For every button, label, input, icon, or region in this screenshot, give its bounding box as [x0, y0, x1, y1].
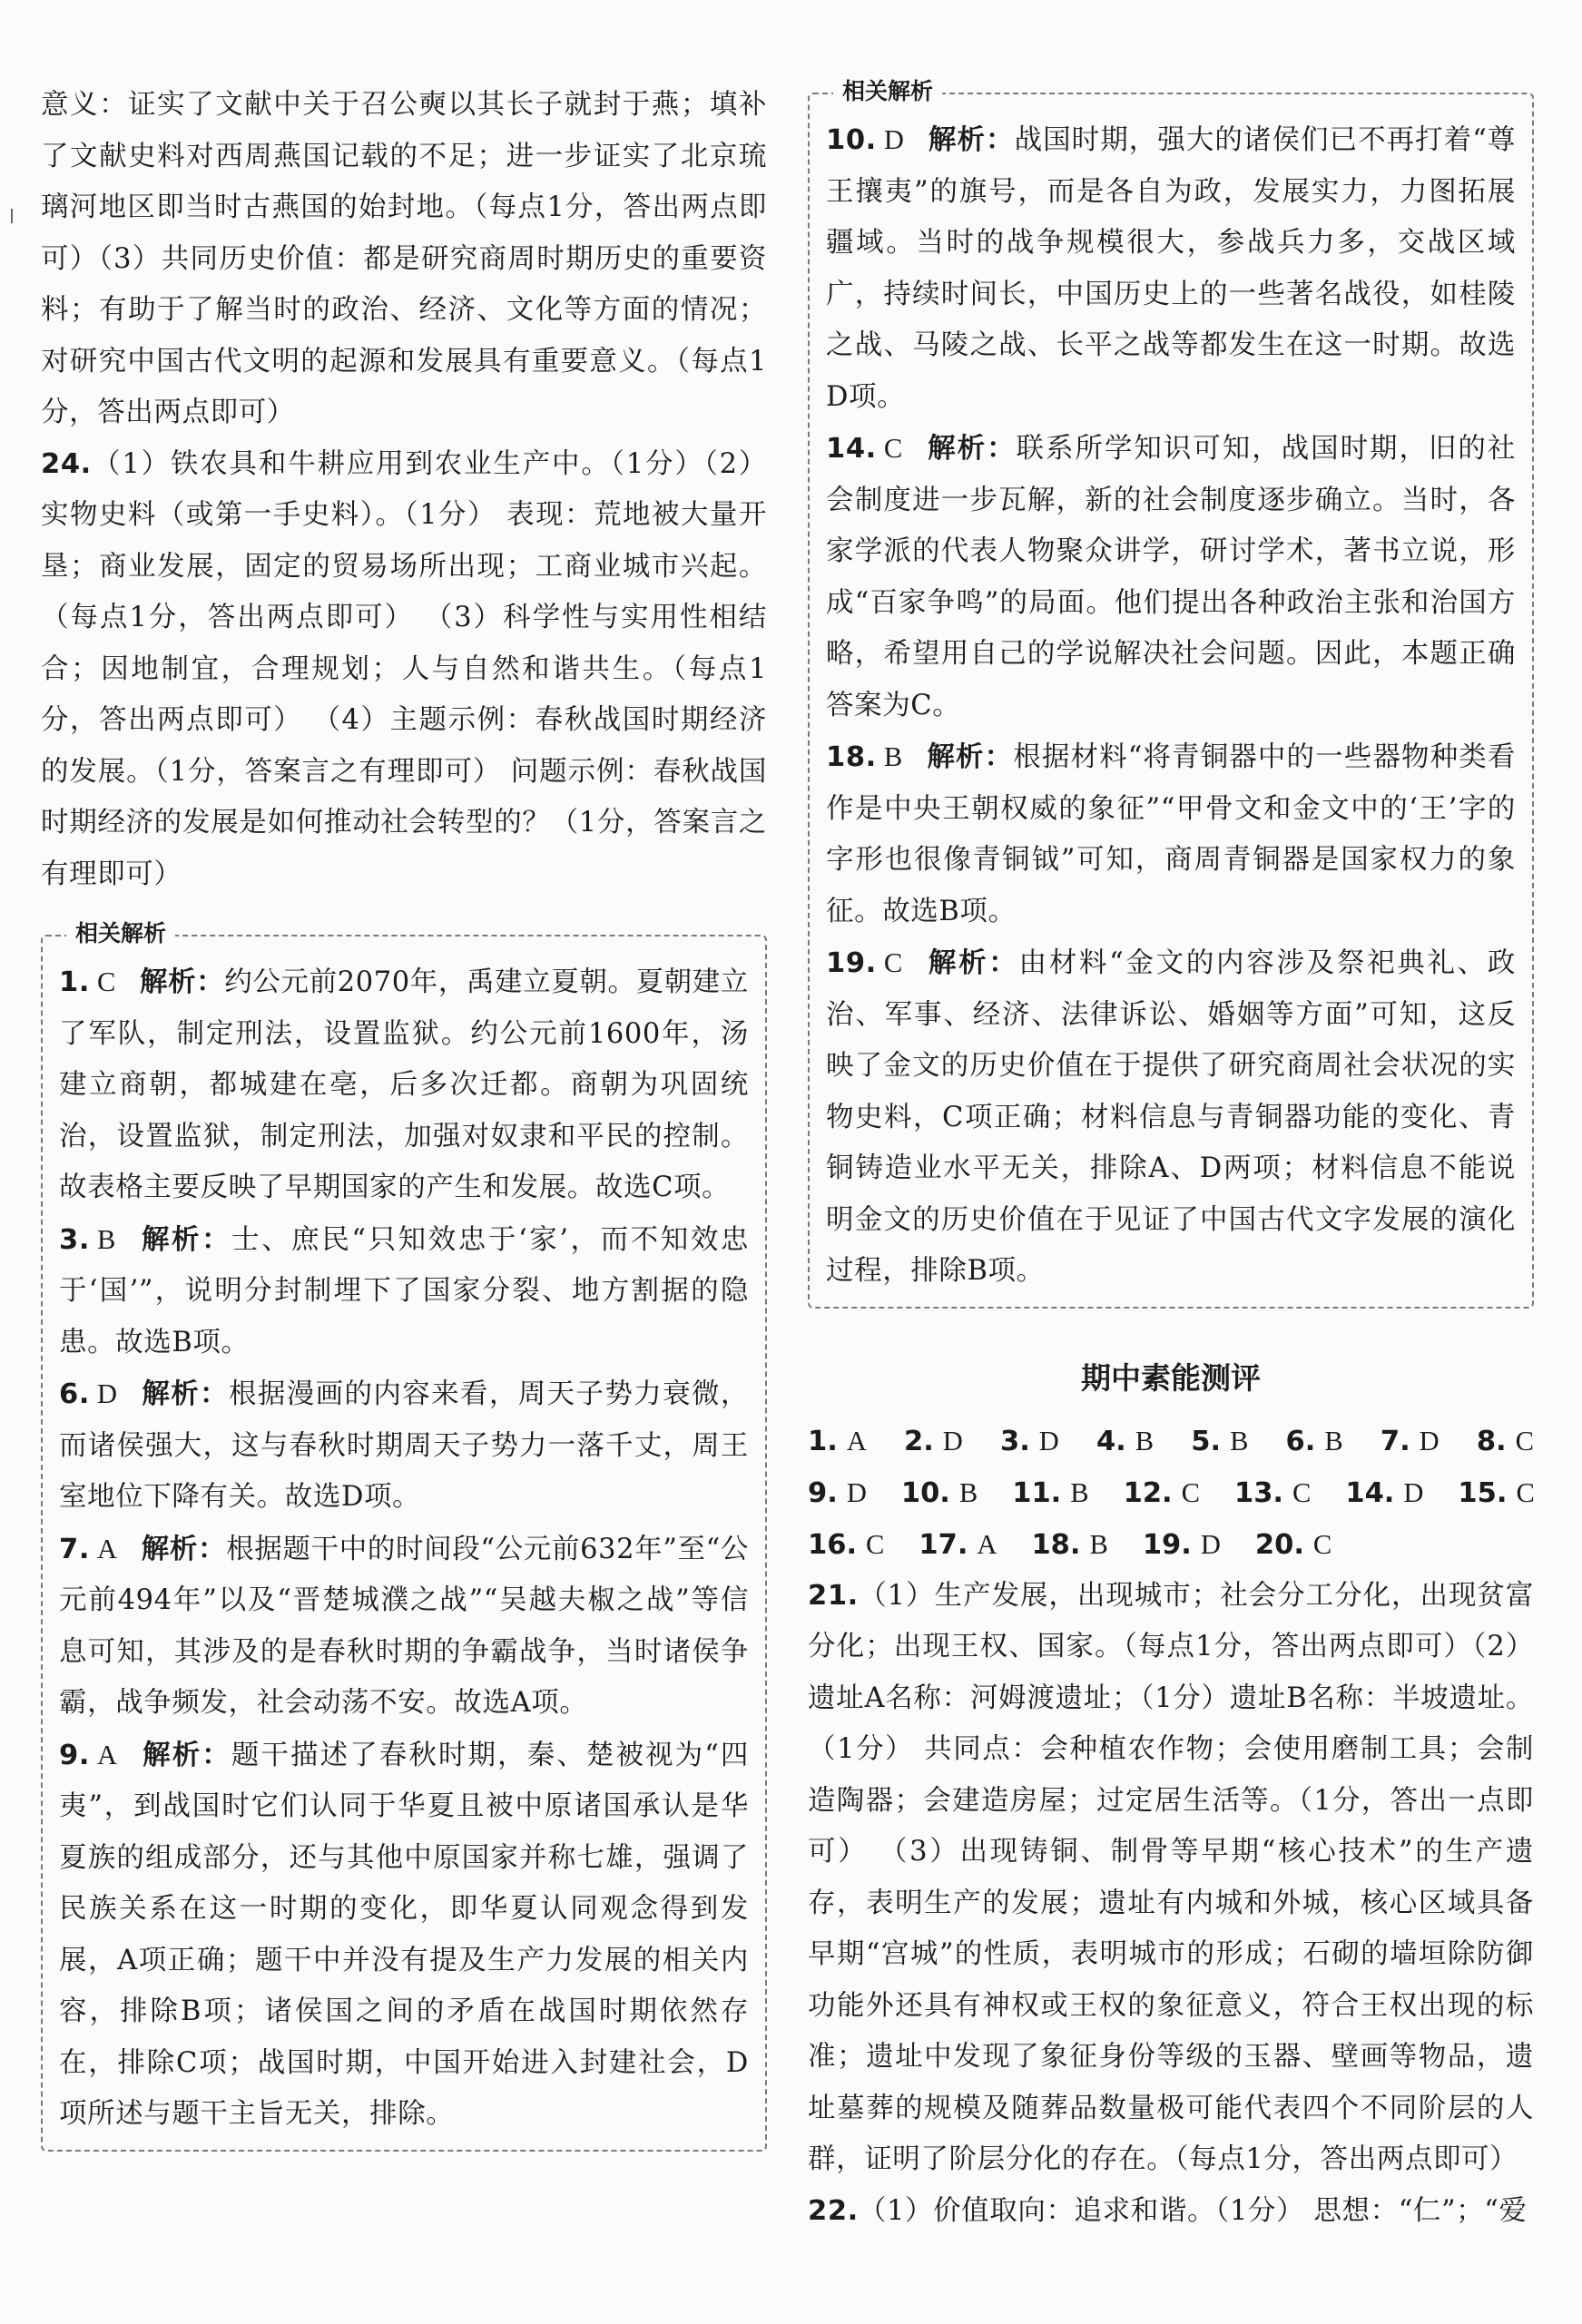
- analysis-entry: [826, 114, 1516, 423]
- answer-letter: D: [846, 1476, 867, 1508]
- entry-text: 战国时期，强大的诸侯们已不再打着“尊王攘夷”的旗号，而是各自为政，发展实力，力图拓展疆域。当时的战争规模很大，参战兵力多，交战区域广，持续时间长，中国历史上的一些著名战役，如桂陵之战、马陵之战、长平之战等都发生在这一时期。故选D项。: [826, 124, 1516, 413]
- analysis-entry: [826, 731, 1516, 937]
- entry-label: 解析：: [141, 1378, 230, 1410]
- analysis-box-left: [41, 920, 767, 2152]
- entry-text: 士、庶民“只知效忠于‘家’，而不知效忠于‘国’”，说明分封制埋下了国家分裂、地方割据的隐患。故选B项。: [59, 1223, 749, 1358]
- answer-number: 20.: [1254, 1528, 1304, 1561]
- answer-item: [904, 1416, 963, 1467]
- answer-number: 1.: [808, 1425, 838, 1457]
- answer-letter: B: [958, 1476, 978, 1508]
- q22-text: （1）价值取向：追求和谐。（1分） 思想：“仁”；“爱: [858, 2194, 1528, 2227]
- left-column: [41, 80, 767, 2152]
- entry-text: 题干描述了春秋时期，秦、楚被视为“四夷”，到战国时它们认同于华夏且被中原诸国承认是华夏族的组成部分，还与其他中原国家并称七雄，强调了民族关系在这一时期的变化，即华夏认同观念得到发展，A项正确；题干中并没有提及生产力发展的相关内容，排除B项；诸侯国之间的矛盾在战国时期依然存在，排除C项；战国时期，中国开始进入封建社会，D项所述与题干主旨无关，排除。: [59, 1739, 749, 2130]
- entry-label: 解析：: [926, 741, 1014, 773]
- answer-number: 5.: [1191, 1425, 1222, 1457]
- entry-number: 18.: [826, 741, 877, 773]
- answer-item: [1234, 1467, 1311, 1519]
- answer-grid: [808, 1416, 1534, 1571]
- entry-label: 解析：: [926, 433, 1017, 465]
- analysis-list: [826, 114, 1516, 1298]
- answer-item: [1096, 1416, 1154, 1467]
- answer-item: [1000, 1416, 1059, 1467]
- answer-letter: C: [1516, 1476, 1535, 1508]
- answer-number: 15.: [1458, 1476, 1508, 1509]
- entry-answer: A: [97, 1739, 118, 1770]
- analysis-entry: [59, 1730, 749, 2141]
- answer-number: 7.: [1380, 1425, 1410, 1457]
- entry-answer: C: [883, 947, 903, 978]
- answer-number: 10.: [900, 1476, 950, 1509]
- answer-item: [1381, 1416, 1440, 1467]
- entry-text: 约公元前2070年，禹建立夏朝。夏朝建立了军队，制定刑法，设置监狱。约公元前1600年，汤建立商朝，都城建在亳，后多次迁都。商朝为巩固统治，设置监狱，制定刑法，加强对奴隶和平民的控制。故表格主要反映了早期国家的产生和发展。故选C项。: [59, 966, 749, 1203]
- answer-row: [808, 1467, 1534, 1519]
- answer-row: [808, 1519, 1534, 1571]
- entry-answer: D: [883, 124, 905, 155]
- analysis-entry: [826, 423, 1516, 731]
- answer-letter: D: [1403, 1476, 1424, 1508]
- answer-item: [1255, 1519, 1331, 1571]
- analysis-entry: [59, 1214, 749, 1369]
- entry-number: 9.: [59, 1739, 91, 1771]
- entry-answer: D: [97, 1378, 118, 1409]
- answer-number: 14.: [1345, 1476, 1395, 1509]
- answer-letter: B: [1089, 1528, 1108, 1560]
- entry-label: 解析：: [928, 124, 1015, 156]
- answer-letter: C: [1515, 1425, 1534, 1456]
- analysis-box-title: 相关解析: [66, 918, 175, 949]
- answer-item: [1012, 1467, 1088, 1519]
- q22-number: 22.: [808, 2194, 859, 2227]
- entry-number: 10.: [826, 124, 877, 156]
- answer-letter: C: [866, 1528, 885, 1560]
- answer-letter: C: [1312, 1528, 1332, 1560]
- q24-number: 24.: [41, 447, 92, 480]
- answer-item: [1286, 1416, 1343, 1467]
- entry-label: 解析：: [139, 1223, 232, 1256]
- answer-letter: B: [1230, 1425, 1249, 1456]
- entry-text: 由材料“金文的内容涉及祭祀典礼、政治、军事、经济、法律诉讼、婚姻等方面”可知，这反映了金文的历史价值在于提供了研究商周社会状况的实物史料，C项正确；材料信息与青铜器功能的变化、青铜铸造业水平无关，排除A、D两项；材料信息不能说明金文的历史价值在于见证了中国古代文字发展的演化过程，排除B项。: [826, 947, 1516, 1287]
- answer-item: [808, 1519, 884, 1571]
- entry-answer: A: [97, 1533, 118, 1564]
- answer-number: 17.: [919, 1528, 968, 1561]
- entry-number: 1.: [59, 966, 91, 998]
- entry-number: 14.: [826, 433, 877, 465]
- answer-number: 19.: [1142, 1528, 1192, 1561]
- answer-number: 9.: [808, 1476, 838, 1509]
- answer-letter: D: [1419, 1425, 1440, 1456]
- answer-letter: D: [1200, 1528, 1221, 1560]
- entry-label: 解析：: [141, 1533, 227, 1565]
- entry-answer: B: [883, 741, 903, 772]
- section-title: 期中素能测评: [1081, 1359, 1261, 1396]
- answer-letter: A: [846, 1425, 867, 1456]
- entry-answer: B: [97, 1223, 116, 1255]
- answer-item: [1458, 1467, 1534, 1519]
- answer-number: 2.: [903, 1425, 934, 1457]
- entry-answer: C: [97, 966, 116, 997]
- q21-number: 21.: [808, 1579, 859, 1612]
- answer-item: [1124, 1467, 1200, 1519]
- analysis-box-title: 相关解析: [833, 76, 942, 107]
- entry-answer: C: [883, 433, 903, 464]
- entry-text: 根据题干中的时间段“公元前632年”至“公元前494年”以及“晋楚城濮之战”“吴越夫椒之战”等信息可知，其涉及的是春秋时期的争霸战争，当时诸侯争霸，战争频发，社会动荡不安。故选A项。: [59, 1533, 749, 1719]
- entry-text: 根据材料“将青铜器中的一些器物种类看作是中央王朝权威的象征”“甲骨文和金文中的‘王’字的字形也很像青铜钺”可知，商周青铜器是国家权力的象征。故选B项。: [826, 741, 1516, 927]
- q22-answer: [808, 2186, 1534, 2238]
- answer-row: [808, 1416, 1534, 1467]
- q24-text: （1）铁农具和牛耕应用到农业生产中。（1分）（2）实物史料（或第一手史料）。（1分） 表现：荒地被大量开垦；商业发展，固定的贸易场所出现；工商业城市兴起。（每点1分，答出两点即可） （3）科学性与实用性相结合；因地制宜，合理规划；人与自然和谐共生。（每点1分，答出两点即可） （4）主题示例：春秋战国时期经济的发展。（1分，答案言之有理即可） 问题示例：春秋战国时期经济的发展是如何推动社会转型的？（1分，答案言之有理即可）: [41, 447, 767, 890]
- answer-item: [1345, 1467, 1423, 1519]
- answer-item: [808, 1467, 867, 1519]
- answer-letter: B: [1070, 1476, 1089, 1508]
- analysis-list: [59, 956, 749, 2141]
- answer-item: [1143, 1519, 1221, 1571]
- answer-number: 8.: [1476, 1425, 1507, 1457]
- answer-item: [901, 1467, 978, 1519]
- entry-number: 7.: [59, 1533, 91, 1565]
- answer-number: 12.: [1123, 1476, 1173, 1509]
- answer-letter: C: [1292, 1476, 1312, 1508]
- q24-answer: [41, 439, 767, 901]
- analysis-box-right: [808, 78, 1534, 1309]
- analysis-entry: [59, 1524, 749, 1730]
- answer-item: [919, 1519, 997, 1571]
- answer-number: 16.: [808, 1528, 858, 1561]
- q21-answer: [808, 1571, 1534, 2186]
- answer-letter: C: [1181, 1476, 1200, 1508]
- entry-label: 解析：: [141, 1739, 231, 1771]
- q23-continuation: 意义：证实了文献中关于召公奭以其长子就封于燕；填补了文献史料对西周燕国记载的不足；进一步证实了北京琉璃河地区即当时古燕国的始封地。（每点1分，答出两点即可）（3）共同历史价值：都是研究商周时期历史的重要资料；有助于了解当时的政治、经济、文化等方面的情况；对研究中国古代文明的起源和发展具有重要意义。（每点1分，答出两点即可）: [41, 89, 767, 428]
- q21-text: （1）生产发展，出现城市；社会分工分化，出现贫富分化；出现王权、国家。（每点1分，答出两点即可）（2）遗址A名称：河姆渡遗址；（1分）遗址B名称：半坡遗址。（1分） 共同点：会种植农作物；会使用磨制工具；会制造陶器；会建造房屋；过定居生活等。（1分，答出一点即可） （3）出现铸铜、制骨等早期“核心技术”的生产遗存，表明生产的发展；遗址有内城和外城，核心区域具备早期“宫城”的性质，表明城市的形成；石砌的墙垣除防御功能外还具有神权或王权的象征意义，符合王权出现的标准；遗址中发现了象征身份等级的玉器、壁画等物品，遗址墓葬的规模及随葬品数量极可能代表四个不同阶层的人群，证明了阶层分化的存在。（每点1分，答出两点即可）: [808, 1579, 1534, 2175]
- entry-text: 联系所学知识可知，战国时期，旧的社会制度进一步瓦解，新的社会制度逐步确立。当时，各家学派的代表人物聚众讲学，研讨学术，著书立说，形成“百家争鸣”的局面。他们提出各种政治主张和治国方略，希望用自己的学说解决社会问题。因此，本题正确答案为C。: [826, 433, 1516, 721]
- right-column: [808, 78, 1535, 2237]
- answer-number: 6.: [1285, 1425, 1316, 1457]
- answer-letter: D: [942, 1425, 963, 1456]
- answer-item: [808, 1416, 867, 1467]
- entry-number: 3.: [59, 1223, 91, 1256]
- answer-number: 4.: [1096, 1425, 1126, 1457]
- answer-item: [1031, 1519, 1107, 1571]
- entry-number: 19.: [826, 947, 877, 979]
- answer-number: 18.: [1031, 1528, 1081, 1561]
- analysis-entry: [59, 956, 749, 1214]
- answer-number: 3.: [999, 1425, 1030, 1457]
- entry-label: 解析：: [926, 947, 1019, 979]
- entry-text: 根据漫画的内容来看，周天子势力衰微，而诸侯强大，这与春秋时期周天子势力一落千丈，周王室地位下降有关。故选D项。: [59, 1378, 749, 1513]
- answer-letter: B: [1135, 1425, 1155, 1456]
- answer-number: 13.: [1233, 1476, 1283, 1509]
- answer-letter: B: [1324, 1425, 1343, 1456]
- answer-letter: A: [977, 1528, 997, 1560]
- answer-letter: D: [1038, 1425, 1059, 1456]
- answer-item: [1191, 1416, 1248, 1467]
- answer-number: 11.: [1012, 1476, 1062, 1509]
- entry-label: 解析：: [139, 966, 225, 998]
- analysis-entry: [826, 937, 1516, 1298]
- entry-number: 6.: [59, 1378, 91, 1410]
- analysis-entry: [59, 1368, 749, 1524]
- margin-mark: [11, 209, 13, 223]
- answer-item: [1477, 1416, 1534, 1467]
